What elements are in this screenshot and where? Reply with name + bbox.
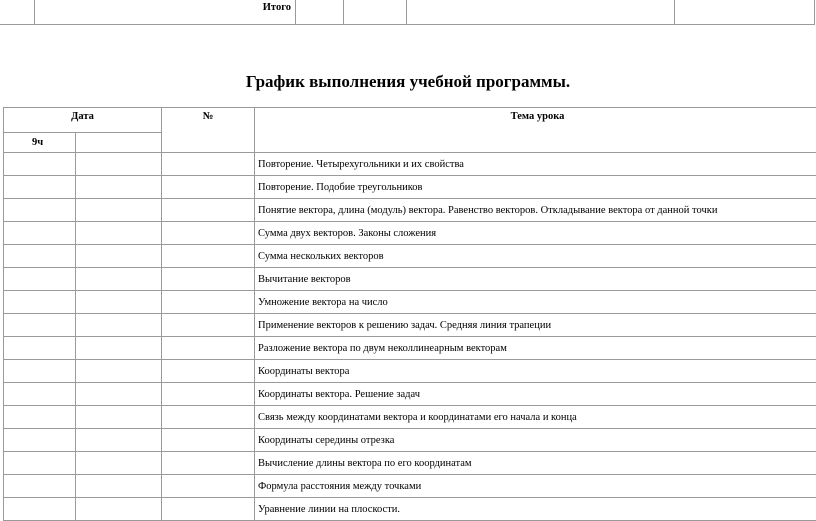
lesson-topic: Умножение вектора на число <box>255 291 816 314</box>
cell-empty <box>162 314 255 337</box>
lesson-topic: Применение векторов к решению задач. Средняя линия трапеции <box>255 314 816 337</box>
cell-empty <box>162 268 255 291</box>
cell-empty <box>4 337 76 360</box>
table-row <box>4 314 816 337</box>
table-row <box>4 176 816 199</box>
lesson-topic: Вычисление длины вектора по его координатам <box>255 452 816 475</box>
cell-empty <box>4 245 76 268</box>
cell-empty <box>76 222 162 245</box>
cell-empty <box>76 199 162 222</box>
table-row <box>4 406 816 429</box>
table-row <box>4 268 816 291</box>
cell-empty <box>4 452 76 475</box>
number-header: № <box>162 108 255 153</box>
cell-empty <box>76 498 162 521</box>
page-title: График выполнения учебной программы. <box>0 72 816 92</box>
table-row <box>4 360 816 383</box>
cell-empty <box>76 133 162 153</box>
cell-empty <box>76 452 162 475</box>
table-row <box>4 199 816 222</box>
cell-empty <box>295 0 343 25</box>
cell-empty <box>162 406 255 429</box>
cell-empty <box>4 406 76 429</box>
cell-empty <box>76 337 162 360</box>
class-label: 9ч <box>4 133 76 153</box>
table-row <box>4 222 816 245</box>
lesson-topic: Координаты середины отрезка <box>255 429 816 452</box>
table-row <box>4 291 816 314</box>
cell-empty <box>162 245 255 268</box>
table-row <box>4 475 816 498</box>
cell-empty <box>76 406 162 429</box>
lesson-topic: Разложение вектора по двум неколлинеарным векторам <box>255 337 816 360</box>
table-row <box>4 452 816 475</box>
cell-empty <box>406 0 675 25</box>
cell-empty <box>4 383 76 406</box>
cell-empty <box>4 429 76 452</box>
cell-empty <box>0 0 34 25</box>
cell-empty <box>162 452 255 475</box>
lesson-topic: Сумма нескольких векторов <box>255 245 816 268</box>
cell-empty <box>76 153 162 176</box>
lesson-topic: Понятие вектора, длина (модуль) вектора. Равенство векторов. Откладывание вектора от данной точки <box>255 199 816 222</box>
cell-empty <box>162 475 255 498</box>
table-row <box>4 337 816 360</box>
cell-empty <box>162 383 255 406</box>
cell-empty <box>76 429 162 452</box>
cell-empty <box>76 245 162 268</box>
cell-empty <box>162 222 255 245</box>
cell-empty <box>343 0 406 25</box>
cell-empty <box>76 314 162 337</box>
cell-empty <box>162 429 255 452</box>
table-row <box>4 429 816 452</box>
cell-empty <box>4 176 76 199</box>
cell-empty <box>162 153 255 176</box>
lesson-topic: Связь между координатами вектора и координатами его начала и конца <box>255 406 816 429</box>
cell-empty <box>162 360 255 383</box>
lesson-topic: Координаты вектора <box>255 360 816 383</box>
cell-empty <box>4 314 76 337</box>
cell-empty <box>4 268 76 291</box>
lesson-topic: Повторение. Четырехугольники и их свойства <box>255 153 816 176</box>
table-row <box>4 245 816 268</box>
summary-table <box>0 0 815 25</box>
lesson-topic: Повторение. Подобие треугольников <box>255 176 816 199</box>
cell-empty <box>76 291 162 314</box>
cell-empty <box>76 475 162 498</box>
cell-empty <box>162 199 255 222</box>
cell-empty <box>4 291 76 314</box>
total-label: Итого <box>34 0 295 25</box>
schedule-table <box>3 107 816 521</box>
cell-empty <box>162 498 255 521</box>
table-row <box>4 498 816 521</box>
lesson-topic: Формула расстояния между точками <box>255 475 816 498</box>
lesson-topic: Уравнение линии на плоскости. <box>255 498 816 521</box>
header-row <box>4 108 816 133</box>
cell-empty <box>4 360 76 383</box>
cell-empty <box>4 153 76 176</box>
date-header: Дата <box>4 108 162 133</box>
cell-empty <box>4 199 76 222</box>
total-row <box>0 0 815 25</box>
cell-empty <box>675 0 815 25</box>
cell-empty <box>4 475 76 498</box>
cell-empty <box>76 176 162 199</box>
cell-empty <box>4 498 76 521</box>
cell-empty <box>76 268 162 291</box>
cell-empty <box>162 291 255 314</box>
cell-empty <box>4 222 76 245</box>
cell-empty <box>162 337 255 360</box>
table-row <box>4 383 816 406</box>
topic-header: Тема урока <box>255 108 816 153</box>
lesson-topic: Сумма двух векторов. Законы сложения <box>255 222 816 245</box>
table-row <box>4 153 816 176</box>
cell-empty <box>76 383 162 406</box>
cell-empty <box>162 176 255 199</box>
lesson-topic: Вычитание векторов <box>255 268 816 291</box>
lesson-topic: Координаты вектора. Решение задач <box>255 383 816 406</box>
cell-empty <box>76 360 162 383</box>
